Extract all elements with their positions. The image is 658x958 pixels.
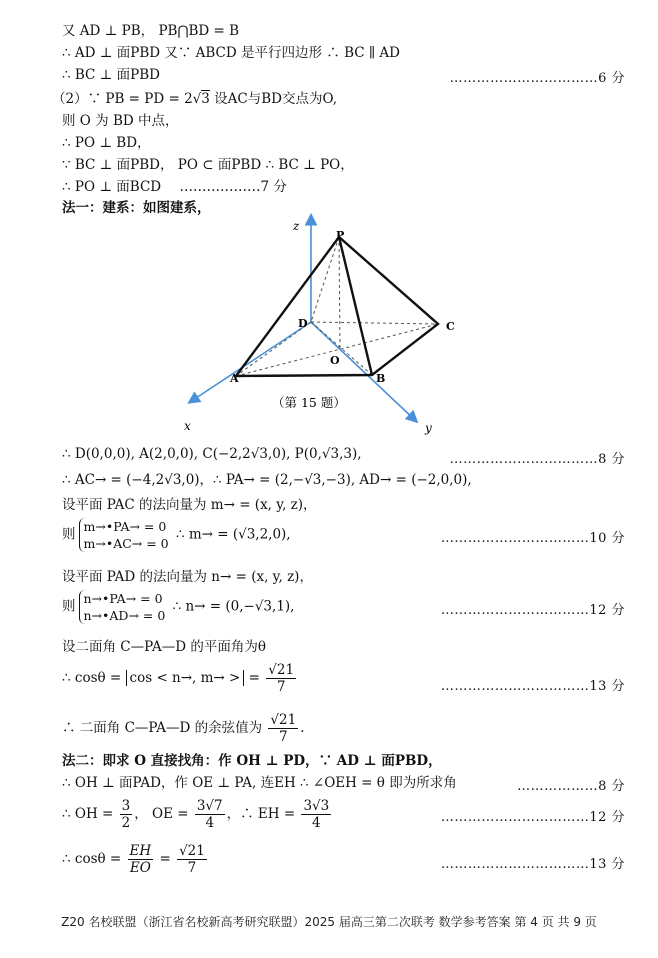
edge-ac xyxy=(236,324,438,376)
score-8a: ……………………………8 分 xyxy=(449,452,625,467)
cos-eq: = xyxy=(248,670,260,686)
cosf-num2: √21 xyxy=(179,843,205,859)
line-3: ∴ BC ⊥ 面PBD xyxy=(62,67,160,83)
oe-den: 4 xyxy=(205,815,215,831)
line-oh-plane: ∴ OH ⊥ 面PAD，作 OE ⊥ PA, 连EH ∴ ∠OEH = θ 即为所求角 xyxy=(62,775,457,791)
x-axis xyxy=(190,322,311,402)
cos-frac xyxy=(266,662,296,695)
score-6: ……………………………6 分 xyxy=(449,71,625,86)
oh-frac xyxy=(120,798,133,831)
label-o: O xyxy=(330,354,340,367)
method-two-line xyxy=(62,752,442,770)
line-coords: ∴ D(0,0,0), A(2,0,0), C(−2,2√3,0), P(0,√3,3), xyxy=(62,446,362,462)
answer-pre: ∴ 二面角 C—PA—D 的余弦值为 xyxy=(62,720,263,736)
oe-num: 3√7 xyxy=(196,798,223,814)
oe-pre: ， OE = xyxy=(134,806,189,822)
label-z: z xyxy=(293,219,300,233)
score-13a: ……………………………13 分 xyxy=(440,679,625,694)
label-y: y xyxy=(425,421,432,435)
score-10: ……………………………10 分 xyxy=(440,531,625,546)
line-5: 则 O 为 BD 中点， xyxy=(62,113,179,129)
line-vectors: ∴ AC→ = (−4,2√3,0)，∴ PA→ = (2,−√3,−3), AD→ = (−2,0,0), xyxy=(62,472,472,488)
line-4 xyxy=(52,90,337,108)
cos-den: 7 xyxy=(276,679,286,695)
line-1: 又 AD ⊥ PB， PB⋂BD = B xyxy=(62,23,240,39)
edge-pb xyxy=(339,237,372,375)
line-dihedral: 设二面角 C—PA—D 的平面角为θ xyxy=(62,639,266,655)
edge-da xyxy=(236,322,311,376)
n-eq1: n→•PA→ = 0 xyxy=(83,591,163,606)
line-4-a: （2）∵ PB = PD = 2 xyxy=(52,91,193,107)
eh-pre: ，∴ EH = xyxy=(226,806,296,822)
line-4-c: 设AC与BD交点为O, xyxy=(209,91,338,107)
method-two-text: 法二：即求 O 直接找角：作 OH ⊥ PD，∵ AD ⊥ 面PBD， xyxy=(62,753,442,769)
line-lengths xyxy=(62,798,333,831)
line-7: ∵ BC ⊥ 面PBD， PO ⊂ 面PBD ∴ BC ⊥ PO， xyxy=(62,157,354,173)
cosf-den1: EO xyxy=(129,860,151,876)
method-one-heading: 法一：建系：如图建系， xyxy=(62,200,211,216)
line-cos xyxy=(62,662,298,695)
eh-num: 3√3 xyxy=(303,798,330,814)
n-system-pre: 则 xyxy=(62,598,76,615)
line-4-b: 3 xyxy=(201,91,210,107)
line-8-score: ………………7 分 xyxy=(179,179,287,195)
m-result: ∴ m→ = (√3,2,0), xyxy=(175,526,291,543)
cosf-eq: = xyxy=(159,851,171,867)
cos-abs: cos < n→, m→ > xyxy=(126,670,245,686)
line-2: ∴ AD ⊥ 面PBD 又∵ ABCD 是平行四边形 ∴ BC ∥ AD xyxy=(62,45,400,61)
pyramid-figure xyxy=(170,212,470,437)
line-8 xyxy=(62,178,287,196)
cosf-num1: EH xyxy=(129,843,152,859)
eh-den: 4 xyxy=(312,815,321,831)
edge-dc xyxy=(311,322,438,324)
oh-pre: ∴ OH = xyxy=(62,806,114,822)
edge-po xyxy=(339,237,340,350)
line-cos-final xyxy=(62,843,209,876)
line-answer xyxy=(62,712,305,745)
m-system xyxy=(79,518,169,552)
cosf-frac1 xyxy=(128,843,154,876)
answer-post: . xyxy=(300,720,305,736)
cos-num: √21 xyxy=(268,662,295,678)
cos-pre: ∴ cosθ = xyxy=(62,670,122,686)
label-a: A xyxy=(230,372,239,385)
score-8b: ………………8 分 xyxy=(517,779,625,794)
label-b: B xyxy=(376,372,386,385)
n-result: ∴ n→ = (0,−√3,1), xyxy=(172,598,295,615)
answer-num: √21 xyxy=(270,712,297,728)
sqrt-sign: √ xyxy=(192,91,202,107)
m-eq1: m→•PA→ = 0 xyxy=(83,519,167,534)
label-x: x xyxy=(184,419,191,433)
oh-num: 3 xyxy=(121,798,131,814)
n-system xyxy=(79,590,166,624)
oh-den: 2 xyxy=(121,815,131,831)
line-normal-m: 设平面 PAC 的法向量为 m→ = (x, y, z)， xyxy=(62,497,317,513)
figure-caption: （第 15 题） xyxy=(272,395,346,410)
eh-frac xyxy=(301,798,331,831)
score-12a: ……………………………12 分 xyxy=(440,603,625,618)
line-n-system xyxy=(62,590,294,624)
cosf-den2: 7 xyxy=(187,860,197,876)
n-eq2: n→•AD→ = 0 xyxy=(83,608,166,623)
score-12b: ……………………………12 分 xyxy=(440,810,625,825)
page-footer: Z20 名校联盟（浙江省名校新高考研究联盟）2025 届高三第二次联考 数学参考答案 第 4 页 共 9 页 xyxy=(61,915,597,929)
label-p: P xyxy=(336,229,345,242)
cosf-frac2 xyxy=(177,843,207,876)
score-13b: ……………………………13 分 xyxy=(440,857,625,872)
line-normal-n: 设平面 PAD 的法向量为 n→ = (x, y, z)， xyxy=(62,569,313,585)
line-m-system xyxy=(62,518,291,552)
answer-den: 7 xyxy=(279,729,288,745)
edge-pd xyxy=(311,237,339,322)
label-c: C xyxy=(446,320,455,333)
m-eq2: m→•AC→ = 0 xyxy=(83,536,169,551)
m-system-pre: 则 xyxy=(62,526,76,543)
line-8-a: ∴ PO ⊥ 面BCD xyxy=(62,179,162,195)
label-d: D xyxy=(298,317,308,330)
oe-frac xyxy=(195,798,225,831)
answer-frac xyxy=(268,712,298,745)
line-6: ∴ PO ⊥ BD， xyxy=(62,135,151,151)
cosf-pre: ∴ cosθ = xyxy=(62,851,122,867)
